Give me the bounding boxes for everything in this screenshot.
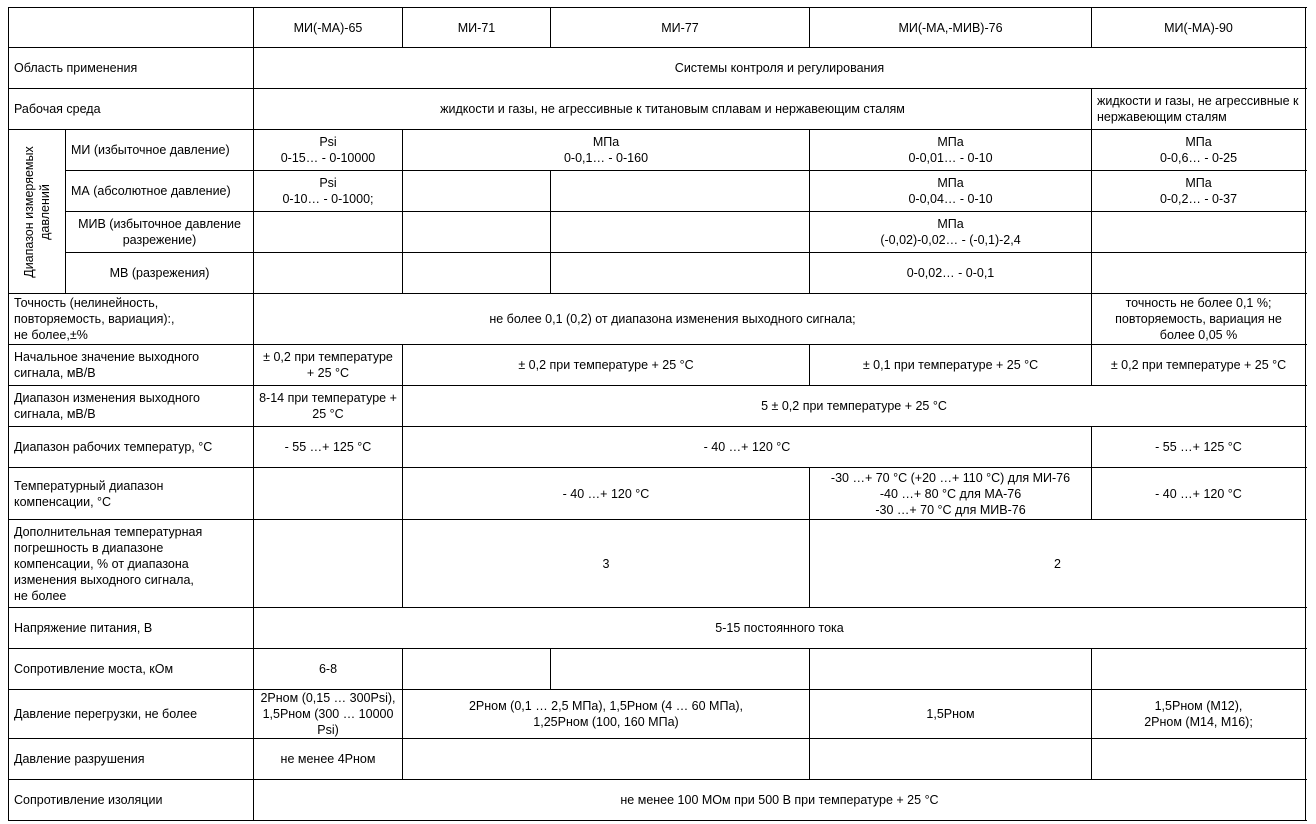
initial-c71-77: ± 0,2 при температуре + 25 °С [403, 345, 810, 386]
table-row [9, 608, 1306, 649]
row-label: Температурный диапазон компенсации, °С [9, 468, 254, 520]
row-label: МВ (разрежения) [66, 253, 254, 294]
ma-c71 [403, 171, 551, 212]
range-group-label [9, 130, 66, 294]
overload-c65: 2Pном (0,15 … 300Psi), 1,5Pном (300 … 10000 Psi) [254, 690, 403, 739]
header-mi65: МИ(-МА)-65 [254, 8, 403, 48]
header-mi71: МИ-71 [403, 8, 551, 48]
burst-c76 [810, 739, 1092, 780]
supply-value: 5-15 постоянного тока [254, 608, 1306, 649]
row-label: Область применения [9, 48, 254, 89]
bridge-c90 [1092, 649, 1306, 690]
ma-c77 [551, 171, 810, 212]
mv-c90 [1092, 253, 1306, 294]
overload-c90: 1,5Pном (М12), 2Pном (М14, М16); [1092, 690, 1306, 739]
bridge-c76 [810, 649, 1092, 690]
initial-c90: ± 0,2 при температуре + 25 °С [1092, 345, 1306, 386]
comp-c90: - 40 …+ 120 °С [1092, 468, 1306, 520]
row-label: Сопротивление моста, кОм [9, 649, 254, 690]
mi-c90: МПа 0-0,6… - 0-25 [1092, 130, 1306, 171]
table-row [9, 780, 1306, 821]
table-row [9, 345, 1306, 386]
insulation-value: не менее 100 МОм при 500 В при температуре + 25 °С [254, 780, 1306, 821]
miv-c71 [403, 212, 551, 253]
table-row [9, 520, 1306, 608]
table-row [9, 130, 1306, 171]
overload-c76: 1,5Pном [810, 690, 1092, 739]
accuracy-value-mi90: точность не более 0,1 %; повторяемость, вариация не более 0,05 % [1092, 294, 1306, 345]
temp-c65: - 55 …+ 125 °С [254, 427, 403, 468]
header-mi76: МИ(-МА,-МИВ)-76 [810, 8, 1092, 48]
row-label: Давление перегрузки, не более [9, 690, 254, 739]
bridge-c71 [403, 649, 551, 690]
mv-c76: 0-0,02… - 0-0,1 [810, 253, 1092, 294]
ma-c65: Psi 0-10… - 0-1000; [254, 171, 403, 212]
temp-c90: - 55 …+ 125 °С [1092, 427, 1306, 468]
range-group-text: Диапазон измеряемых давлений [22, 145, 52, 278]
table-row [9, 253, 1306, 294]
row-label: Точность (нелинейность, повторяемость, вариация):, не более,±% [9, 294, 254, 345]
overload-c71-77: 2Pном (0,1 … 2,5 МПа), 1,5Pном (4 … 60 МПа), 1,25Pном (100, 160 МПа) [403, 690, 810, 739]
bridge-c77 [551, 649, 810, 690]
miv-c65 [254, 212, 403, 253]
extra-c76-90: 2 [810, 520, 1306, 608]
burst-c90 [1092, 739, 1306, 780]
table-row [9, 386, 1306, 427]
mv-c71 [403, 253, 551, 294]
table-row [9, 171, 1306, 212]
header-mi90: МИ(-МА)-90 [1092, 8, 1306, 48]
row-label: Напряжение питания, В [9, 608, 254, 649]
header-row [9, 8, 1306, 48]
miv-c77 [551, 212, 810, 253]
table-row [9, 48, 1306, 89]
table-row [9, 294, 1306, 345]
accuracy-value: не более 0,1 (0,2) от диапазона изменения выходного сигнала; [254, 294, 1092, 345]
span-c65: 8-14 при температуре + 25 °С [254, 386, 403, 427]
row-label: МА (абсолютное давление) [66, 171, 254, 212]
mi-c71-77: МПа 0-0,1… - 0-160 [403, 130, 810, 171]
table-row [9, 690, 1306, 739]
row-label: МИВ (избыточное давление разрежение) [66, 212, 254, 253]
header-corner [9, 8, 254, 48]
medium-value-mi90: жидкости и газы, не агрессивные к нержавеющим сталям [1092, 89, 1306, 130]
extra-c65 [254, 520, 403, 608]
mi-c76: МПа 0-0,01… - 0-10 [810, 130, 1092, 171]
bridge-c65: 6-8 [254, 649, 403, 690]
row-label: Дополнительная температурная погрешность в диапазоне компенсации, % от диапазона изменения выходного сигнала, не более [9, 520, 254, 608]
table-row [9, 649, 1306, 690]
temp-mid: - 40 …+ 120 °С [403, 427, 1092, 468]
table-row [9, 89, 1306, 130]
specifications-table [8, 7, 1306, 821]
row-label: МИ (избыточное давление) [66, 130, 254, 171]
row-label: Давление разрушения [9, 739, 254, 780]
table-row [9, 739, 1306, 780]
burst-c71-77 [403, 739, 810, 780]
row-label: Диапазон изменения выходного сигнала, мВ/В [9, 386, 254, 427]
table-row [9, 427, 1306, 468]
comp-c65 [254, 468, 403, 520]
row-label: Диапазон рабочих температур, °С [9, 427, 254, 468]
comp-c76: -30 …+ 70 °С (+20 …+ 110 °С) для МИ-76 -40 …+ 80 °С для МА-76 -30 …+ 70 °С для МИВ-76 [810, 468, 1092, 520]
ma-c90: МПа 0-0,2… - 0-37 [1092, 171, 1306, 212]
comp-c71-77: - 40 …+ 120 °С [403, 468, 810, 520]
span-rest: 5 ± 0,2 при температуре + 25 °С [403, 386, 1306, 427]
ma-c76: МПа 0-0,04… - 0-10 [810, 171, 1092, 212]
mv-c65 [254, 253, 403, 294]
application-value: Системы контроля и регулирования [254, 48, 1306, 89]
extra-c71-77: 3 [403, 520, 810, 608]
row-label: Рабочая среда [9, 89, 254, 130]
miv-c76: МПа (-0,02)-0,02… - (-0,1)-2,4 [810, 212, 1092, 253]
mv-c77 [551, 253, 810, 294]
medium-value: жидкости и газы, не агрессивные к титановым сплавам и нержавеющим сталям [254, 89, 1092, 130]
initial-c65: ± 0,2 при температуре + 25 °С [254, 345, 403, 386]
mi-c65: Psi 0-15… - 0-10000 [254, 130, 403, 171]
table-row [9, 212, 1306, 253]
initial-c76: ± 0,1 при температуре + 25 °С [810, 345, 1092, 386]
miv-c90 [1092, 212, 1306, 253]
burst-c65: не менее 4Pном [254, 739, 403, 780]
row-label: Сопротивление изоляции [9, 780, 254, 821]
header-mi77: МИ-77 [551, 8, 810, 48]
row-label: Начальное значение выходного сигнала, мВ/В [9, 345, 254, 386]
table-row [9, 468, 1306, 520]
